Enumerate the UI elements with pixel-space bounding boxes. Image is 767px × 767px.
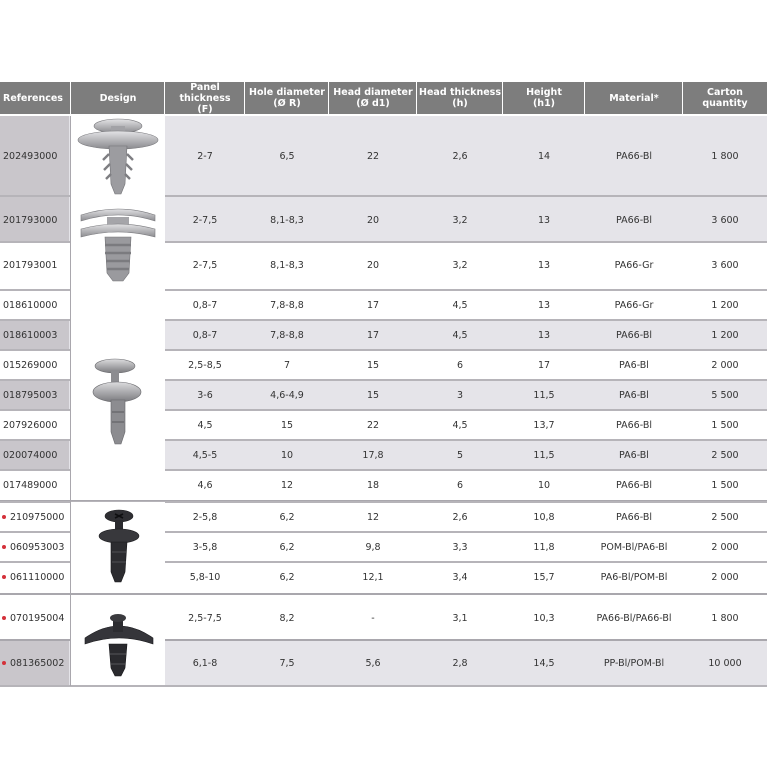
cell-height: 14 xyxy=(537,150,551,162)
new-marker-icon xyxy=(2,616,6,620)
cell-panel: 2-7 xyxy=(197,150,213,162)
cell-head-d: 15 xyxy=(366,359,380,371)
cell-qty: 2 500 xyxy=(711,511,739,523)
reference-cell xyxy=(0,470,69,500)
cell-qty: 2 000 xyxy=(711,571,739,583)
cell-hole: 6,5 xyxy=(279,150,295,162)
reference-cell xyxy=(0,532,69,562)
cell-panel: 0,8-7 xyxy=(192,329,218,341)
cell-head-t: 3,1 xyxy=(452,612,468,624)
cell-panel: 2,5-7,5 xyxy=(188,612,222,624)
reference-text: 018610003 xyxy=(3,329,58,341)
push-rivet-grey-icon xyxy=(71,290,165,500)
cell-height: 11,8 xyxy=(533,541,555,553)
cell-hole: 7,8-8,8 xyxy=(270,299,304,311)
reference-cell xyxy=(0,410,69,440)
cell-head-t: 3 xyxy=(456,389,464,401)
reference-cell xyxy=(0,380,69,410)
cell-qty: 3 600 xyxy=(711,259,739,271)
cell-panel: 0,8-7 xyxy=(192,299,218,311)
cell-qty: 5 500 xyxy=(711,389,739,401)
header-head-thickness-text: (h) xyxy=(452,98,468,109)
cell-hole: 7,5 xyxy=(279,657,295,669)
cell-panel: 2-7,5 xyxy=(192,214,218,226)
reference-text: 061110000 xyxy=(10,571,65,583)
cell-head-d: 20 xyxy=(366,259,380,271)
reference-text: 020074000 xyxy=(3,449,58,461)
header-head-diameter xyxy=(329,82,417,114)
header-carton-quantity xyxy=(683,82,767,114)
cell-qty: 1 500 xyxy=(711,479,739,491)
cell-material: PA6-Bl xyxy=(619,359,649,371)
rivet-clip-grey-icon xyxy=(71,116,165,196)
header-references-text: References xyxy=(3,92,63,104)
cell-hole: 12 xyxy=(280,479,294,491)
reference-text: 202493000 xyxy=(3,150,58,162)
reference-text: 018610000 xyxy=(3,299,58,311)
cell-hole: 10 xyxy=(280,449,294,461)
cell-head-t: 6 xyxy=(456,359,464,371)
header-hole-diameter-text: Hole diameter xyxy=(249,87,325,98)
cell-height: 13 xyxy=(537,259,551,271)
cell-material: POM-Bl/PA6-Bl xyxy=(600,541,668,553)
cell-head-d: 15 xyxy=(366,389,380,401)
cell-material: PA66-Bl xyxy=(616,479,652,491)
reference-text: 210975000 xyxy=(10,511,65,523)
header-head-diameter-text: Head diameter xyxy=(333,87,413,98)
cell-panel: 3-6 xyxy=(197,389,213,401)
cell-hole: 6,2 xyxy=(279,571,295,583)
cell-head-t: 3,2 xyxy=(452,214,468,226)
header-head-thickness-text: Head thickness xyxy=(419,87,501,98)
cell-head-d: 12,1 xyxy=(362,571,384,583)
cell-height: 13 xyxy=(537,299,551,311)
reference-text: 201793001 xyxy=(3,259,58,271)
cell-material: PA66-Bl xyxy=(616,511,652,523)
table-header xyxy=(0,82,767,114)
reference-cell xyxy=(0,290,69,320)
cell-head-t: 4,5 xyxy=(452,299,468,311)
cell-hole: 4,6-4,9 xyxy=(270,389,304,401)
header-references xyxy=(0,82,73,114)
header-carton-quantity-text: Carton xyxy=(707,87,743,98)
cell-panel: 2-7,5 xyxy=(192,259,218,271)
reference-text: 201793000 xyxy=(3,214,58,226)
cell-hole: 8,1-8,3 xyxy=(270,214,304,226)
cell-hole: 7 xyxy=(283,359,291,371)
header-head-thickness xyxy=(417,82,503,114)
cell-material: PA66-Gr xyxy=(614,299,654,311)
cell-panel: 5,8-10 xyxy=(189,571,221,583)
cell-hole: 8,1-8,3 xyxy=(270,259,304,271)
cell-head-t: 4,5 xyxy=(452,329,468,341)
cell-panel: 4,5 xyxy=(197,419,213,431)
cell-hole: 6,2 xyxy=(279,541,295,553)
header-hole-diameter xyxy=(245,82,329,114)
cell-height: 17 xyxy=(537,359,551,371)
reference-cell xyxy=(0,641,69,685)
reference-text: 018795003 xyxy=(3,389,58,401)
cell-head-d: 5,6 xyxy=(365,657,381,669)
cell-head-d: 17 xyxy=(366,299,380,311)
header-design xyxy=(71,82,165,114)
cell-hole: 15 xyxy=(280,419,294,431)
reference-cell xyxy=(0,196,69,244)
cell-height: 14,5 xyxy=(533,657,555,669)
cell-head-d: 9,8 xyxy=(365,541,381,553)
cell-height: 13 xyxy=(537,329,551,341)
cell-head-d: 12 xyxy=(366,511,380,523)
header-height-text: (h1) xyxy=(532,98,556,109)
cell-panel: 6,1-8 xyxy=(192,657,218,669)
cell-head-d: 17 xyxy=(366,329,380,341)
cell-qty: 1 200 xyxy=(711,329,739,341)
header-panel-thickness-text: Panel thickness xyxy=(179,81,231,104)
header-height-text: Height xyxy=(526,87,562,98)
cell-head-d: 20 xyxy=(366,214,380,226)
header-design-text: Design xyxy=(99,92,137,104)
cell-material: PA66-Bl xyxy=(616,150,652,162)
header-material-text: Material* xyxy=(609,92,659,104)
cell-material: PA6-Bl xyxy=(619,449,649,461)
cell-head-t: 2,6 xyxy=(452,511,468,523)
reference-cell xyxy=(0,595,69,641)
new-marker-icon xyxy=(2,545,6,549)
cell-height: 13,7 xyxy=(533,419,555,431)
cell-panel: 4,5-5 xyxy=(192,449,218,461)
cell-qty: 1 800 xyxy=(711,612,739,624)
header-panel-thickness-text: (F) xyxy=(197,103,213,115)
cell-head-d: - xyxy=(371,612,375,624)
header-carton-quantity-text: quantity xyxy=(702,98,748,109)
cell-qty: 10 000 xyxy=(708,657,742,669)
cell-material: PA66-Bl xyxy=(616,419,652,431)
screw-rivet-black-icon xyxy=(71,502,165,593)
new-marker-icon xyxy=(2,575,6,579)
new-marker-icon xyxy=(2,515,6,519)
cell-panel: 3-5,8 xyxy=(192,541,218,553)
cell-head-d: 22 xyxy=(366,150,380,162)
cell-height: 15,7 xyxy=(533,571,555,583)
cell-head-d: 18 xyxy=(366,479,380,491)
cell-height: 13 xyxy=(537,214,551,226)
reference-cell xyxy=(0,440,69,470)
cell-head-t: 2,6 xyxy=(452,150,468,162)
cell-qty: 1 800 xyxy=(711,150,739,162)
reference-cell xyxy=(0,320,69,350)
cell-height: 11,5 xyxy=(533,389,555,401)
cell-hole: 6,2 xyxy=(279,511,295,523)
cell-height: 11,5 xyxy=(533,449,555,461)
reference-text: 070195004 xyxy=(10,612,65,624)
cell-height: 10 xyxy=(537,479,551,491)
cell-qty: 3 600 xyxy=(711,214,739,226)
cell-height: 10,8 xyxy=(533,511,555,523)
cell-height: 10,3 xyxy=(533,612,555,624)
cell-qty: 2 500 xyxy=(711,449,739,461)
reference-cell xyxy=(0,242,69,288)
cell-material: PA66-Bl/PA66-Bl xyxy=(596,612,672,624)
cell-qty: 2 000 xyxy=(711,359,739,371)
fir-tree-clip-grey-icon xyxy=(71,196,165,290)
cell-qty: 1 500 xyxy=(711,419,739,431)
cell-hole: 8,2 xyxy=(279,612,295,624)
cell-material: PA6-Bl xyxy=(619,389,649,401)
cell-material: PA6-Bl/POM-Bl xyxy=(600,571,668,583)
cell-qty: 1 200 xyxy=(711,299,739,311)
cell-panel: 2-5,8 xyxy=(192,511,218,523)
new-marker-icon xyxy=(2,661,6,665)
cell-head-t: 2,8 xyxy=(452,657,468,669)
header-height xyxy=(503,82,585,114)
cell-head-d: 17,8 xyxy=(362,449,384,461)
cell-head-t: 3,3 xyxy=(452,541,468,553)
reference-cell xyxy=(0,502,69,532)
header-head-diameter-text: (Ø d1) xyxy=(356,98,390,109)
cell-head-d: 22 xyxy=(366,419,380,431)
cell-panel: 4,6 xyxy=(197,479,213,491)
cell-qty: 2 000 xyxy=(711,541,739,553)
cell-material: PA66-Bl xyxy=(616,214,652,226)
reference-cell xyxy=(0,562,69,592)
reference-text: 081365002 xyxy=(10,657,65,669)
cell-material: PA66-Gr xyxy=(614,259,654,271)
header-hole-diameter-text: (Ø R) xyxy=(273,98,301,109)
header-panel-thickness xyxy=(165,82,245,114)
cell-material: PA66-Bl xyxy=(616,329,652,341)
reference-text: 207926000 xyxy=(3,419,58,431)
reference-cell xyxy=(0,116,69,196)
cell-head-t: 3,4 xyxy=(452,571,468,583)
cell-panel: 2,5-8,5 xyxy=(188,359,222,371)
cell-hole: 7,8-8,8 xyxy=(270,329,304,341)
cell-head-t: 5 xyxy=(456,449,464,461)
reference-text: 060953003 xyxy=(10,541,65,553)
push-rivet-black-icon xyxy=(71,595,165,685)
reference-text: 015269000 xyxy=(3,359,58,371)
cell-head-t: 6 xyxy=(456,479,464,491)
cell-head-t: 4,5 xyxy=(452,419,468,431)
header-material xyxy=(585,82,683,114)
reference-text: 017489000 xyxy=(3,479,58,491)
cell-material: PP-Bl/POM-Bl xyxy=(603,657,665,669)
cell-head-t: 3,2 xyxy=(452,259,468,271)
reference-cell xyxy=(0,350,69,380)
